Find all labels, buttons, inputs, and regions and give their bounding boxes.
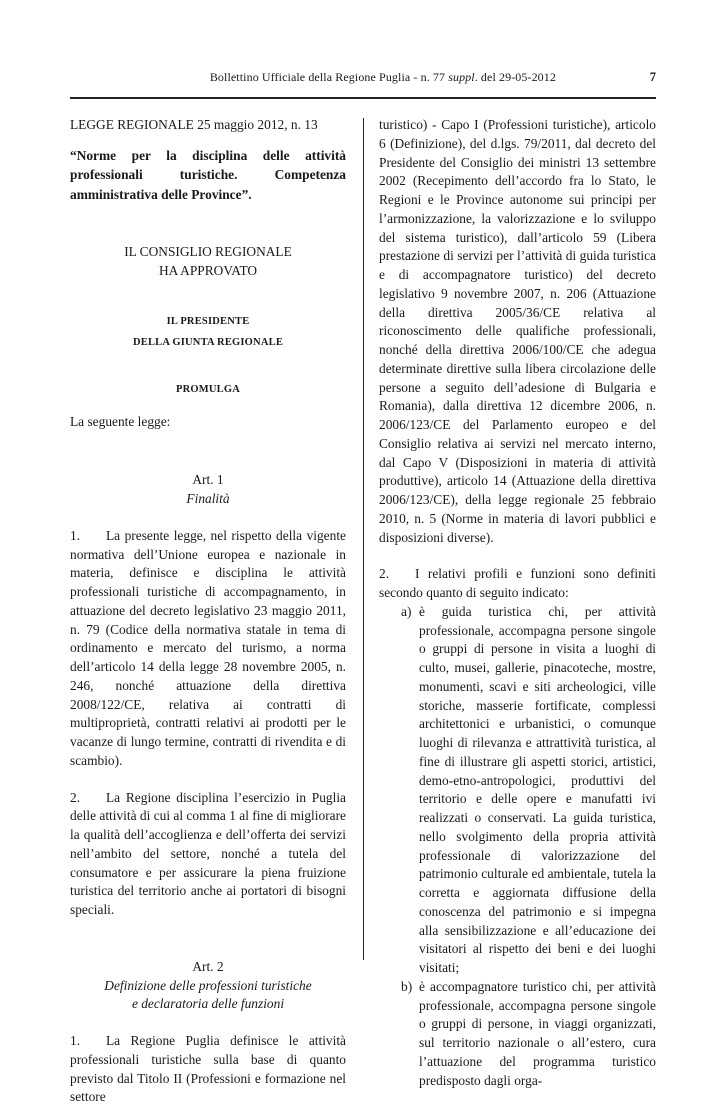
art2-paragraph-1-continued: turistico) - Capo I (Professioni turistiche), articolo 6 (Definizione), del d.lgs. 79/2011, dal decreto del Presidente del Consiglio dei ministri 13 settembre 2002 (Recepimento dell’accordo fra lo Stato, le Regioni e le Province autonome sui principi per l’armonizzazione, la valorizzazione e lo sviluppo del sistema turistico), dall’articolo 59 (Libera prestazione di servizi per l’attività di guida turistica e di accompagnatore turistico) del decreto legislativo 9 novembre 2007, n. 206 (Attuazione della direttiva 2005/36/CE relativa al riconoscimento delle qualifiche professionali, nonché della direttiva 2006/100/CE che adegua determinate direttive sulla libera circolazione delle persone a seguito dell’adesione di Bulgaria e Romania), dalla direttiva 12 dicembre 2006, n. 2006/123/CE del Parlamento europeo e del Consiglio relativa ai servizi nel mercato interno, dal Capo V (Disposizioni in materia di attività produttive), articolo 14 (Attuazione della direttiva 2006/123/CE), della legge regionale 25 febbraio 2010, n. 5 (Norme in materia di lavori pubblici e disposizioni diverse). <box>379 117 656 545</box>
art2-heading-block <box>70 958 346 1014</box>
art1-paragraph-2: 2. La Regione disciplina l’esercizio in Puglia delle attività di cui al comma 1 al fine di migliorare la qualità dell’accoglienza e dell’offerta dei servizi nell’ambito del settore, nonché a tutela del consumatore e per assicurare la piena fruizione turistica del territorio anche ai portatori di bisogni speciali. <box>70 789 346 917</box>
bulletin-title: Bollettino Ufficiale della Regione Puglia - n. 77 suppl. del 29-05-2012 <box>209 70 556 84</box>
right-column <box>379 116 656 1090</box>
paragraph-number: 1. <box>70 527 81 543</box>
art1-heading: Art. 1 <box>192 472 224 488</box>
header-divider <box>70 97 656 99</box>
art2-paragraph-1: 1. La Regione Puglia definisce le attività professionali turistiche sulla base di quanto previsto dal Titolo II (Professioni e formazione nel settore <box>70 1033 346 1105</box>
art1-heading-block <box>70 471 346 509</box>
intro-text: La seguente legge: <box>70 413 171 429</box>
art1-title: Finalità <box>186 491 230 506</box>
art2-title-line-2: e declaratoria delle funzioni <box>131 996 285 1012</box>
paragraph-number: 2. <box>70 789 81 805</box>
council-block <box>70 243 346 281</box>
law-title: LEGGE REGIONALE 25 maggio 2012, n. 13 <box>70 117 318 132</box>
promulga-label: PROMULGA <box>175 383 240 395</box>
page-number: 7 <box>649 70 656 84</box>
president-block <box>70 311 346 353</box>
list-item-label: b) <box>401 978 413 994</box>
art1-paragraph-1: 1. La presente legge, nel rispetto della vigente normativa dell’Unione europea e nazionale in materia, definisce e disciplina le attività professionali turistiche di accompagnamento, in attuazione del decreto legislativo 23 maggio 2011, n. 79 (Codice della normativa statale in tema di ordinamento e mercato del turismo, a norma dell’articolo 14 della legge 28 novembre 2005, n. 246, nonché attuazione della direttiva 2008/122/CE, relativa ai contratti di multiproprietà, contratti relativi ai prodotti per le vacanze di lungo termine, contratti di rivendita e di scambio). <box>70 527 346 768</box>
list-item-label: a) <box>401 603 412 619</box>
column-divider <box>363 118 364 960</box>
art2-paragraph-2: 2. I relativi profili e funzioni sono definiti secondo quanto di seguito indicato: <box>379 566 656 600</box>
art2-heading: Art. 2 <box>192 958 224 974</box>
law-subject: “Norme per la disciplina delle attività professionali turistiche. Competenza amministrativa delle Province”. <box>70 147 346 202</box>
list-item-b: b) è accompagnatore turistico chi, per attività professionale, accompagna persone singole o gruppi di persone, in viaggi organizzati, sul territorio nazionale o all’estero, cura l’attuazione del programma turistico predisposto dagli orga- <box>401 978 656 1088</box>
list-item-a: a) è guida turistica chi, per attività professionale, accompagna persone singole o gruppi di persone in visita a luoghi di culto, musei, gallerie, pinacoteche, mostre, monumenti, scavi e siti archeologici, ville storiche, masserie fortificate, complessi architettonici e urbanistici, o comunque luoghi di rilevanza e attrattività turistica, al fine di illustrare gli aspetti storici, artistici, demo-etno-antropologici, produttivi del territorio e delle opere e manufatti ivi realizzati o conservati. La guida turistica, nello svolgimento della propria attività professionale di valorizzazione del patrimonio culturale ed ambientale, tutela la corretta e aggiornata diffusione della conoscenza del patrimonio e si impegna alla sensibilizzazione e all’educazione dei visitatori al rispetto dei beni e dei luoghi visitati; <box>401 603 656 975</box>
left-column <box>70 116 346 1107</box>
art2-title-line-1: Definizione delle professioni turistiche <box>104 977 312 993</box>
council-line-2: HA APPROVATO <box>158 263 258 278</box>
page-header <box>70 70 656 90</box>
president-line-2: DELLA GIUNTA REGIONALE <box>132 336 284 348</box>
definitions-list <box>379 603 656 1091</box>
council-line-1: IL CONSIGLIO REGIONALE <box>124 244 292 260</box>
paragraph-number: 1. <box>70 1033 81 1048</box>
president-line-1: IL PRESIDENTE <box>166 315 250 327</box>
paragraph-number: 2. <box>379 566 390 582</box>
